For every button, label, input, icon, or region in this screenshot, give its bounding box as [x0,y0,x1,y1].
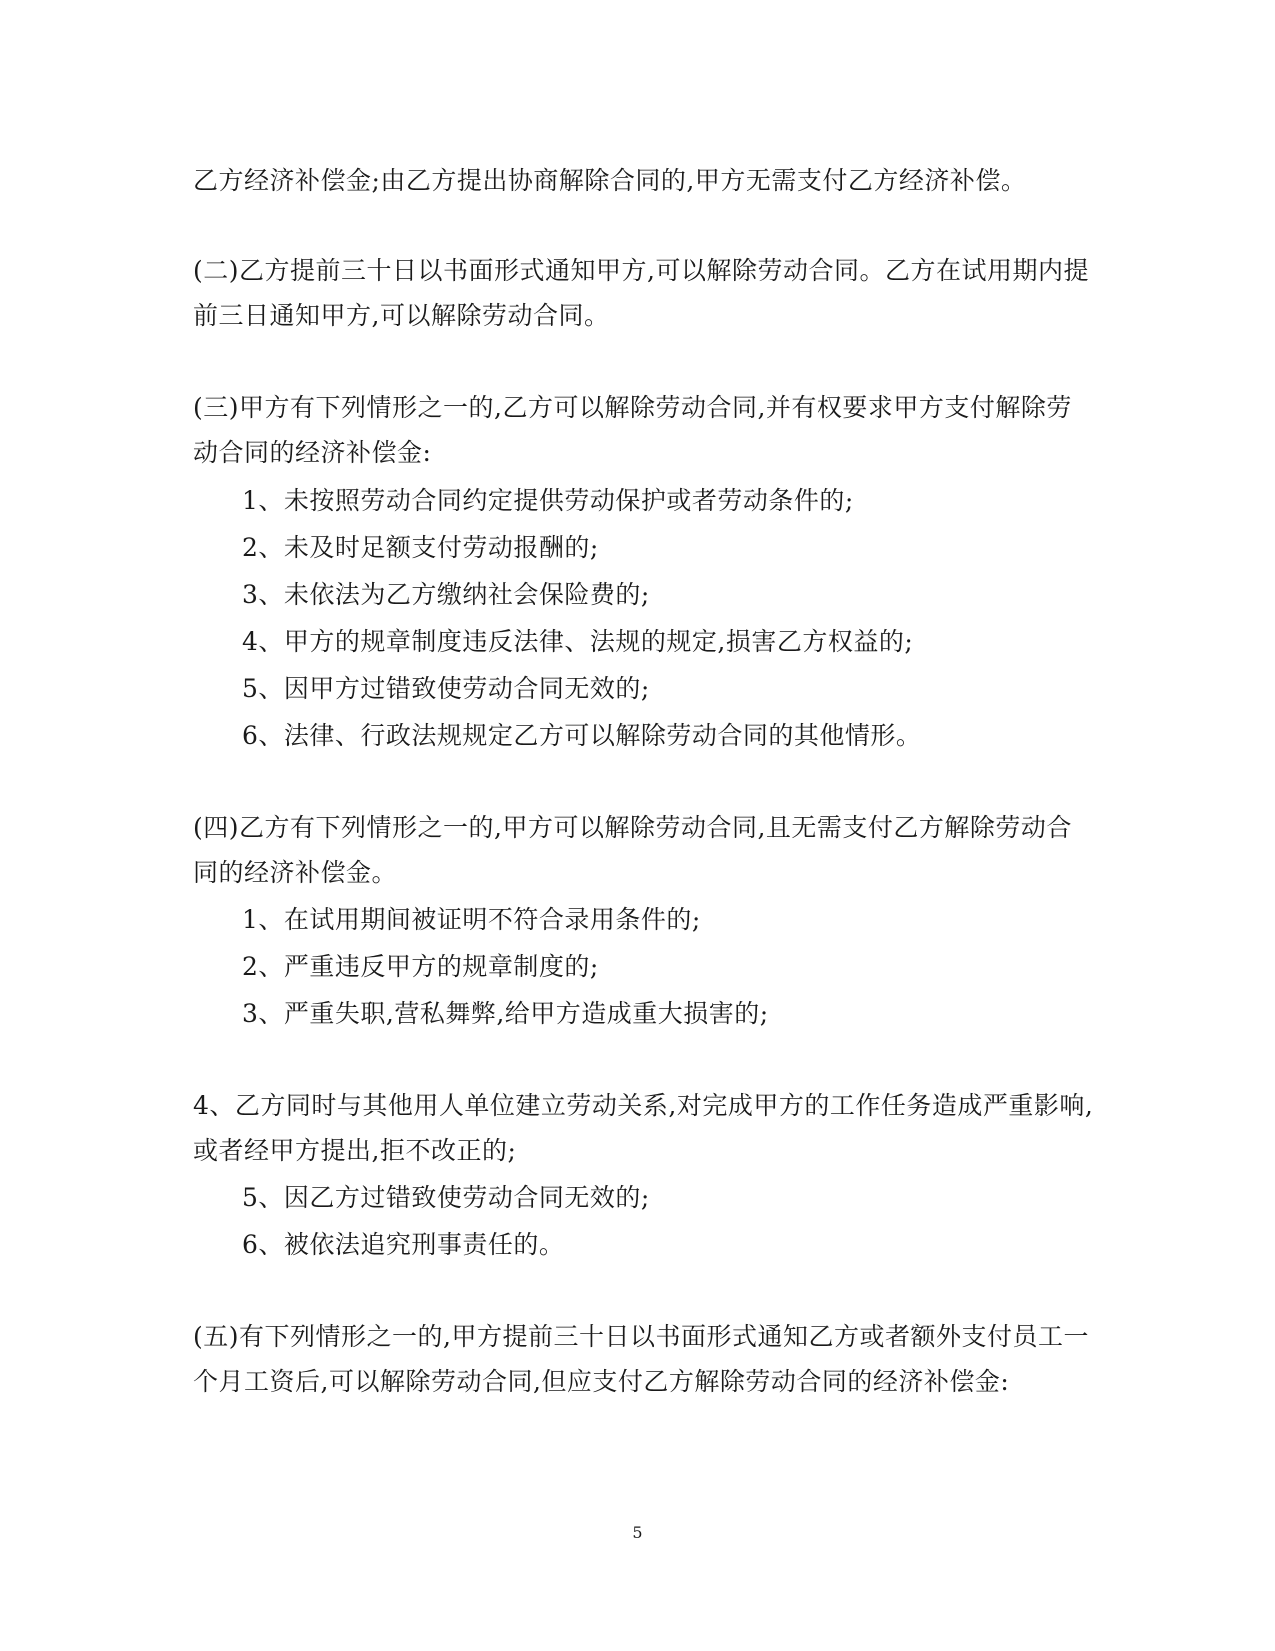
paragraph-line: 同的经济补偿金。 [193,858,398,887]
paragraph-line: 4、乙方同时与其他用人单位建立劳动关系,对完成甲方的工作任务造成严重影响, [193,1091,1094,1120]
page-number: 5 [632,1523,643,1542]
list-item: 6、法律、行政法规规定乙方可以解除劳动合同的其他情形。 [242,721,922,750]
list-item: 5、因甲方过错致使劳动合同无效的; [242,674,650,703]
paragraph-line: (二)乙方提前三十日以书面形式通知甲方,可以解除劳动合同。乙方在试用期内提 [193,256,1089,285]
paragraph-line: (五)有下列情形之一的,甲方提前三十日以书面形式通知乙方或者额外支付员工一 [193,1322,1089,1351]
paragraph-line: 个月工资后,可以解除劳动合同,但应支付乙方解除劳动合同的经济补偿金: [193,1367,1010,1396]
paragraph-line: 动合同的经济补偿金: [193,438,432,467]
paragraph-line: 乙方经济补偿金;由乙方提出协商解除合同的,甲方无需支付乙方经济补偿。 [193,166,1027,195]
list-item: 6、被依法追究刑事责任的。 [242,1230,565,1259]
list-item: 3、严重失职,营私舞弊,给甲方造成重大损害的; [242,999,769,1028]
list-item: 1、未按照劳动合同约定提供劳动保护或者劳动条件的; [242,486,854,515]
list-item: 4、甲方的规章制度违反法律、法规的规定,损害乙方权益的; [242,627,914,656]
list-item: 5、因乙方过错致使劳动合同无效的; [242,1183,650,1212]
list-item: 1、在试用期间被证明不符合录用条件的; [242,905,701,934]
paragraph-line: (四)乙方有下列情形之一的,甲方可以解除劳动合同,且无需支付乙方解除劳动合 [193,813,1072,842]
list-item: 2、严重违反甲方的规章制度的; [242,952,599,981]
paragraph-line: 前三日通知甲方,可以解除劳动合同。 [193,301,610,330]
list-item: 2、未及时足额支付劳动报酬的; [242,533,599,562]
paragraph-line: 或者经甲方提出,拒不改正的; [193,1136,517,1165]
paragraph-line: (三)甲方有下列情形之一的,乙方可以解除劳动合同,并有权要求甲方支付解除劳 [193,393,1072,422]
list-item: 3、未依法为乙方缴纳社会保险费的; [242,580,650,609]
